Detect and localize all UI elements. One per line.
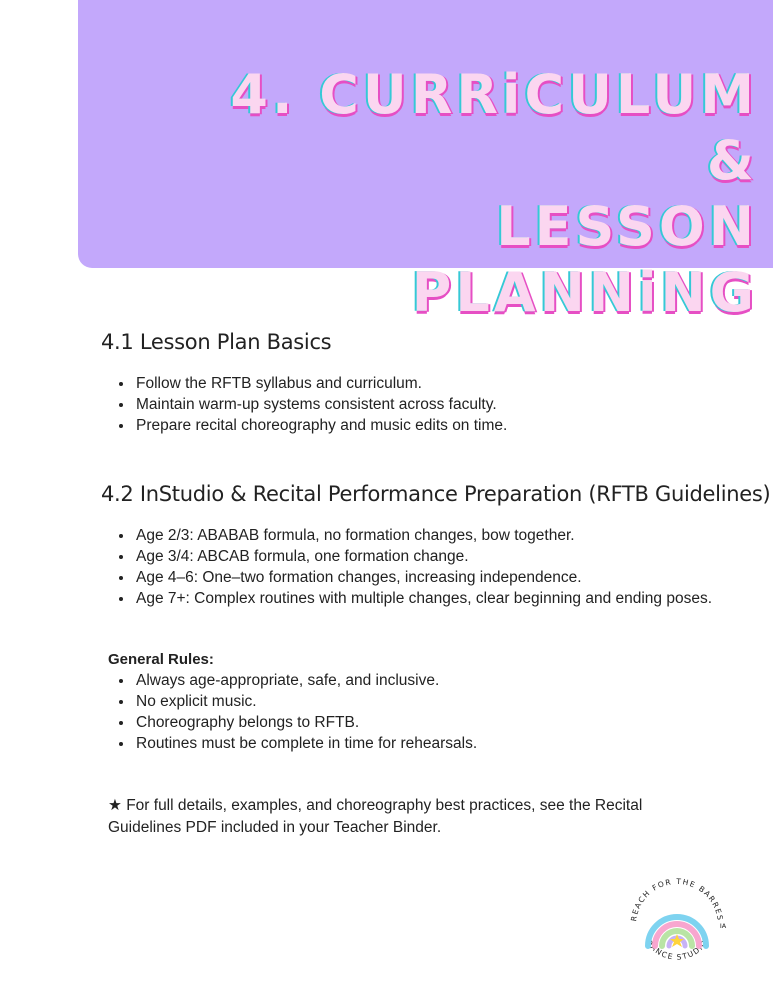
list-item: • Always age-appropriate, safe, and inclusive.: [134, 670, 734, 691]
studio-logo: [622, 870, 732, 980]
general-rules-label: General Rules:: [108, 651, 214, 668]
list-item: • Maintain warm-up systems consistent across faculty.: [134, 394, 734, 415]
list-item: • Routines must be complete in time for rehearsals.: [134, 733, 734, 754]
page-title-line-2: LESSON PLANNiNG: [411, 195, 758, 324]
page-title-line-1: 4. CURRiCULUM &: [230, 63, 758, 192]
list-item: • Age 3/4: ABCAB formula, one formation change.: [134, 546, 714, 567]
list-item: • Choreography belongs to RFTB.: [134, 712, 734, 733]
section-heading-lesson-plan-basics: 4.1 Lesson Plan Basics: [101, 330, 332, 354]
recital-age-list: [108, 525, 714, 609]
list-item: • Age 2/3: ABABAB formula, no formation changes, bow together.: [134, 525, 714, 546]
page-title: [158, 62, 758, 326]
section-heading-recital-preparation: 4.2 InStudio & Recital Performance Preparation (RFTB Guidelines): [101, 482, 771, 506]
header-banner: [78, 0, 773, 324]
list-item: • Follow the RFTB syllabus and curriculum.: [134, 373, 734, 394]
logo-top-text: REACH FOR THE BARRES: [629, 876, 725, 922]
general-rules-list: [108, 670, 734, 754]
logo-state-text: IA: [719, 922, 727, 930]
recital-guidelines-note: ★ For full details, examples, and choreography best practices, see the Recital Guidelines PDF included in your Teacher Binder.: [108, 797, 643, 836]
list-item: • Age 7+: Complex routines with multiple changes, clear beginning and ending poses.: [134, 588, 714, 609]
logo-bottom-text: DANCE STUDIO: [644, 937, 710, 962]
list-item: • Age 4–6: One–two formation changes, increasing independence.: [134, 567, 714, 588]
lesson-plan-list: [108, 373, 734, 436]
list-item: • No explicit music.: [134, 691, 734, 712]
list-item: • Prepare recital choreography and music edits on time.: [134, 415, 734, 436]
